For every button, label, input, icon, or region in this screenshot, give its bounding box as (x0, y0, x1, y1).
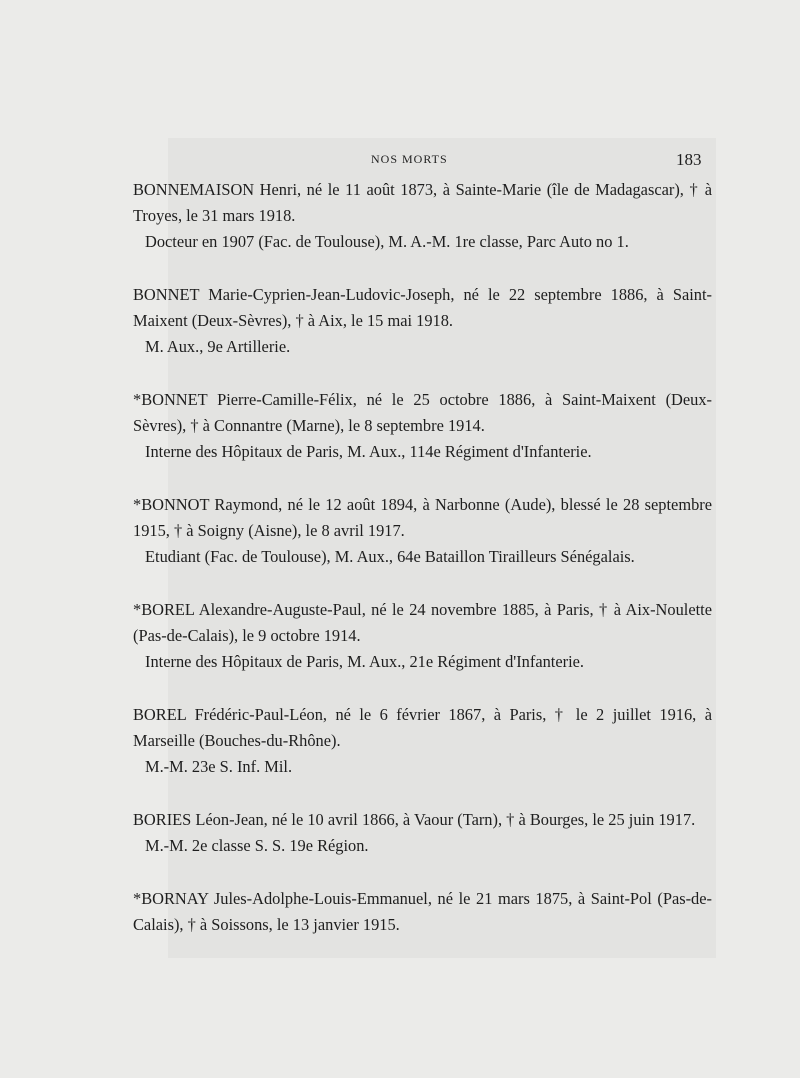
entry-detail: Docteur en 1907 (Fac. de Toulouse), M. A.-M. 1re classe, Parc Auto no 1. (145, 232, 629, 251)
entry-detail: M.-M. 2e classe S. S. 19e Région. (145, 836, 369, 855)
entry-bornay-jules (133, 886, 712, 938)
entry-bio: *BORNAY Jules-Adolphe-Louis-Emmanuel, né le 21 mars 1875, à Saint-Pol (Pas-de-Calais), † à Soissons, le 13 janvier 1915. (133, 889, 712, 934)
entry-bio: BONNET Marie-Cyprien-Jean-Ludovic-Joseph, né le 22 septembre 1886, à Saint-Maixent (Deux-Sèvres), † à Aix, le 15 mai 1918. (133, 285, 712, 330)
entry-bio: *BONNET Pierre-Camille-Félix, né le 25 octobre 1886, à Saint-Maixent (Deux-Sèvres), † à Connantre (Marne), le 8 septembre 1914. (133, 390, 712, 435)
entry-detail: Interne des Hôpitaux de Paris, M. Aux., 21e Régiment d'Infanterie. (145, 652, 585, 671)
entry-bio: BONNEMAISON Henri, né le 11 août 1873, à Sainte-Marie (île de Madagascar), † à Troyes, le 31 mars 1918. (133, 180, 712, 225)
page-header (0, 150, 800, 172)
entry-detail: Interne des Hôpitaux de Paris, M. Aux., 114e Régiment d'Infanterie. (145, 442, 592, 461)
running-title: NOS MORTS (371, 152, 448, 166)
entry-bonnet-marie (133, 282, 712, 360)
entry-bio: BORIES Léon-Jean, né le 10 avril 1866, à Vaour (Tarn), † à Bourges, le 25 juin 1917. (133, 810, 696, 829)
entry-bonnet-pierre (133, 387, 712, 465)
entry-detail: M.-M. 23e S. Inf. Mil. (145, 757, 293, 776)
entry-bories-leon (133, 807, 712, 859)
entry-detail: Etudiant (Fac. de Toulouse), M. Aux., 64e Bataillon Tirailleurs Sénégalais. (145, 547, 635, 566)
entry-bio: BOREL Frédéric-Paul-Léon, né le 6 février 1867, à Paris, † le 2 juillet 1916, à Marseille (Bouches-du-Rhône). (133, 705, 712, 750)
page-number: 183 (676, 150, 702, 169)
entry-detail: M. Aux., 9e Artillerie. (145, 337, 291, 356)
entry-bonnemaison-henri (133, 177, 712, 255)
entry-bio: *BONNOT Raymond, né le 12 août 1894, à Narbonne (Aude), blessé le 28 septembre 1915, † à Soigny (Aisne), le 8 avril 1917. (133, 495, 712, 540)
entry-borel-alexandre (133, 597, 712, 675)
entry-bio: *BOREL Alexandre-Auguste-Paul, né le 24 novembre 1885, à Paris, † à Aix-Noulette (Pas-de-Calais), le 9 octobre 1914. (133, 600, 712, 645)
obituary-list (133, 177, 712, 965)
entry-borel-frederic (133, 702, 712, 780)
entry-bonnot-raymond (133, 492, 712, 570)
